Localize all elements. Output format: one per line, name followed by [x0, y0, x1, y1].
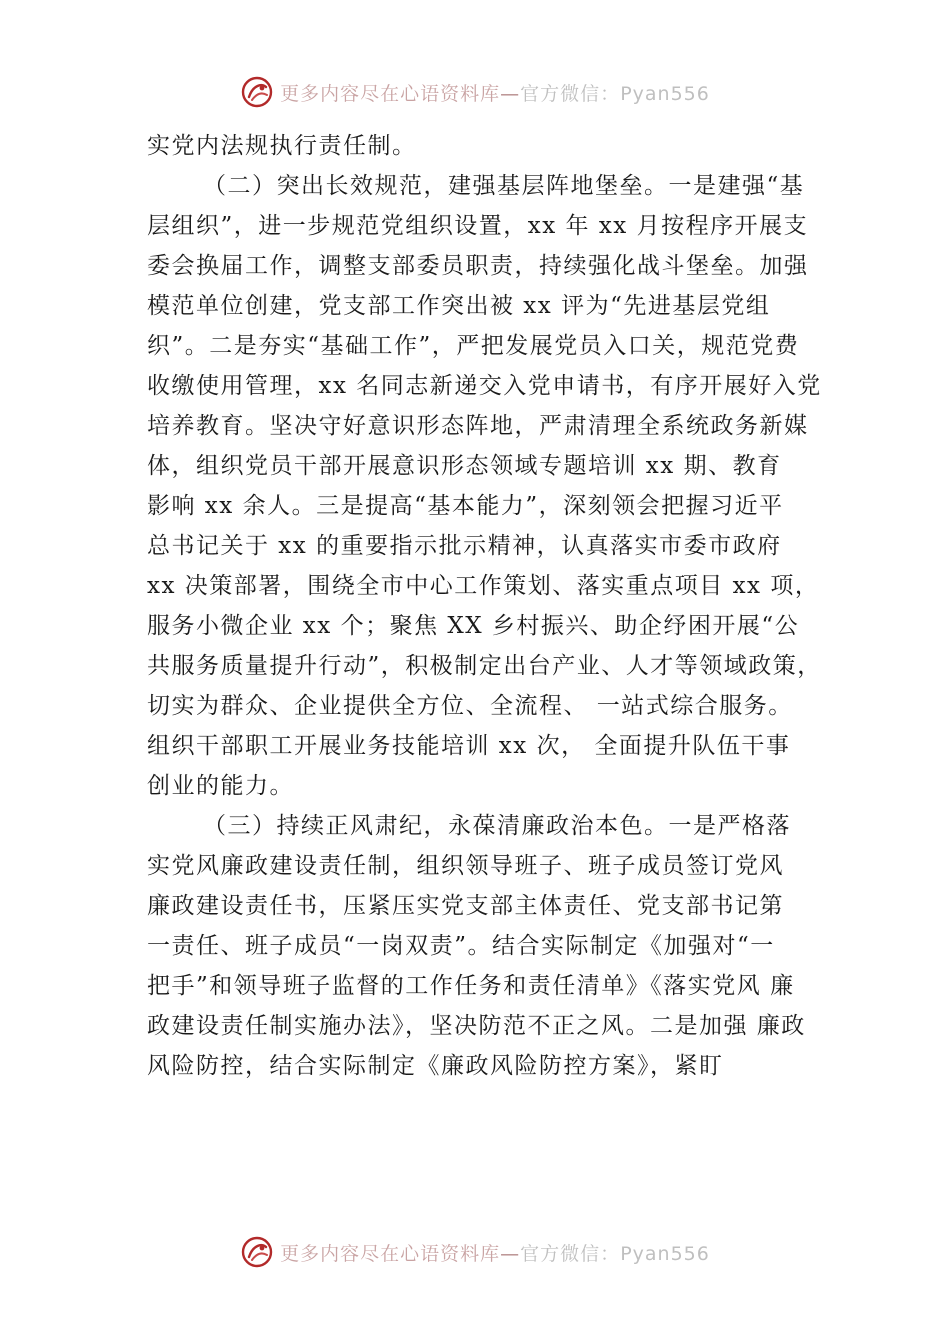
body-line: 廉政建设责任书，压紧压实党支部主体责任、党支部书记第 [147, 893, 784, 919]
header-banner-text [280, 79, 710, 106]
header-watermark-banner [0, 68, 950, 116]
brand-logo-icon [240, 1235, 274, 1269]
body-line: 组织干部职工开展业务技能培训 xx 次， 全面提升队伍干事 [147, 733, 791, 759]
body-line: 实党内法规执行责任制。 [147, 133, 417, 159]
body-line: 创业的能力。 [147, 773, 294, 799]
banner-wechat-id: Pyan556 [620, 1242, 710, 1265]
banner-dash: — [500, 1242, 521, 1265]
body-line: 影响 xx 余人。三是提高“基本能力”，深刻领会把握习近平 [147, 493, 784, 519]
body-line: 收缴使用管理，xx 名同志新递交入党申请书，有序开展好入党 [147, 373, 822, 399]
body-line: 层组织”，进一步规范党组织设置，xx 年 xx 月按程序开展支 [147, 213, 809, 239]
body-line: 风险防控，结合实际制定《廉政风险防控方案》，紧盯 [147, 1053, 724, 1079]
footer-watermark-banner [0, 1228, 950, 1276]
banner-wechat-label: 官方微信： [520, 1242, 621, 1265]
body-line: 政建设责任制实施办法》，坚决防范不正之风。二是加强 廉政 [147, 1013, 806, 1039]
brand-logo-icon [240, 75, 274, 109]
body-line: 一责任、班子成员“一岗双责”。结合实际制定《加强对“一 [147, 933, 775, 959]
banner-wechat-id: Pyan556 [620, 82, 710, 105]
body-line: 培养教育。坚决守好意识形态阵地，严肃清理全系统政务新媒 [147, 413, 809, 439]
body-line: 共服务质量提升行动”，积极制定出台产业、人才等领域政策， [147, 653, 822, 679]
banner-wechat-label: 官方微信： [520, 82, 621, 105]
body-line: （三）持续正风肃纪，永葆清廉政治本色。一是严格落 [203, 813, 791, 839]
body-line: 模范单位创建，党支部工作突出被 xx 评为“先进基层党组 [147, 293, 771, 319]
body-line: 总书记关于 xx 的重要指示批示精神，认真落实市委市政府 [147, 533, 782, 559]
banner-dash: — [500, 82, 521, 105]
body-line: 服务小微企业 xx 个；聚焦 XX 乡村振兴、助企纾困开展“公 [147, 613, 800, 639]
footer-banner-text [280, 1239, 710, 1266]
body-line: 切实为群众、企业提供全方位、全流程、 一站式综合服务。 [147, 693, 793, 719]
banner-main-text: 更多内容尽在心语资料库 [280, 82, 501, 105]
body-line: 委会换届工作，调整支部委员职责，持续强化战斗堡垒。加强 [147, 253, 809, 279]
body-line: xx 决策部署，围绕全市中心工作策划、落实重点项目 xx 项， [147, 573, 820, 599]
body-line: 实党风廉政建设责任制，组织领导班子、班子成员签订党风 [147, 853, 784, 879]
body-line: 体，组织党员干部开展意识形态领域专题培训 xx 期、教育 [147, 453, 782, 479]
body-line: 把手”和领导班子监督的工作任务和责任清单》《落实党风 廉 [147, 973, 795, 999]
body-line: 织”。二是夯实“基础工作”，严把发展党员入口关，规范党费 [147, 333, 800, 359]
banner-main-text: 更多内容尽在心语资料库 [280, 1242, 501, 1265]
body-line: （二）突出长效规范，建强基层阵地堡垒。一是建强“基 [203, 173, 805, 199]
